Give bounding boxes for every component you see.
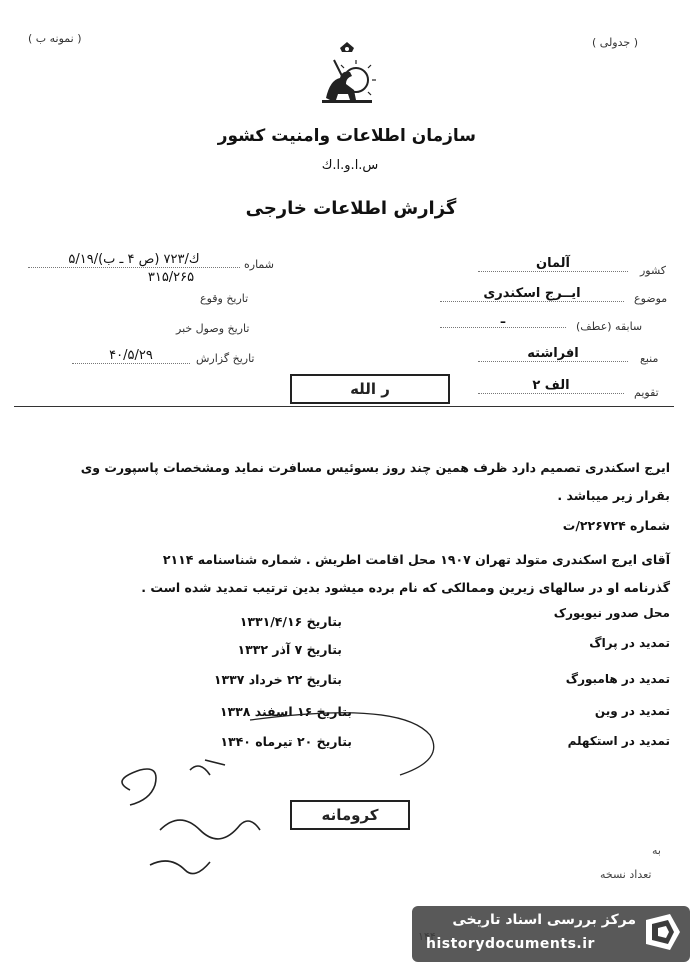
paragraph-1-line-1: ایرج اسکندری تصمیم دارد ظرف همین چند روز بسوئیس مسافرت نماید ومشخصات پاسپورت وی (80, 460, 670, 475)
paragraph-1-line-2: بقرار زیر میباشد . (557, 488, 670, 503)
entry-label: تمدید در وین (594, 704, 670, 718)
entry-label: تمدید در استکهلم (567, 734, 670, 748)
evaluation-value: الف ۲ (478, 378, 624, 394)
evaluation-label: تقویم (634, 386, 659, 399)
entry-date: بتاریخ ۱۳۳۱/۴/۱۶ (239, 614, 342, 629)
receipt-date-label: تاریخ وصول خبر (176, 322, 250, 335)
entry-date: بتاریخ ۱۶ اسفند ۱۳۳۸ (219, 704, 352, 719)
watermark-url: historydocuments.ir (426, 936, 595, 952)
record-label: سابقه (عطف) (576, 320, 643, 333)
copies-label: تعداد نسخه (600, 868, 652, 881)
subject-value: ایــرج اسکندری (440, 286, 624, 302)
to-label: به (652, 844, 661, 857)
number-label: شماره (244, 258, 275, 271)
number-value: ۵/۱۹/ك/۷۲۳ (ص ۴ ـ ب) (28, 252, 240, 268)
organization-reference: س.ا.و.ا.ك (321, 158, 379, 173)
entry-label: تمدید در هامبورگ (565, 672, 670, 686)
subject-label: موضوع (634, 292, 668, 305)
watermark-logo-icon (640, 910, 684, 954)
report-date-label: تاریخ گزارش (196, 352, 255, 365)
paragraph-2-line-1: آقای ایرج اسکندری متولد تهران ۱۹۰۷ محل اقامت اطریش . شماره شناسنامه ۲۱۱۴ (162, 552, 670, 567)
handwritten-annotations-icon (100, 690, 460, 890)
watermark-title: مرکز بررسی اسناد تاریخی (452, 912, 636, 928)
country-value: آلمان (478, 256, 628, 272)
passport-number-line: شماره ۲۲۶۷۲۴/ت (562, 518, 670, 533)
paragraph-2-line-2: گذرنامه او در سالهای زیرین وممالکی که نام برده میشود بدین ترتیب تمدید شده است . (141, 580, 670, 595)
source-label: منبع (640, 352, 659, 365)
source-value: افراشته (478, 346, 628, 362)
entry-date: بتاریخ ۲۲ خرداد ۱۳۳۷ (213, 672, 342, 687)
record-value: ـ (440, 312, 566, 328)
corner-left-label: ( نمونه ب ) (28, 32, 82, 45)
report-date-value: ۴۰/۵/۲۹ (72, 348, 190, 364)
report-title: گزارش اطلاعات خارجی (245, 198, 457, 219)
country-label: کشور (640, 264, 667, 277)
header-divider (14, 406, 674, 407)
number-value-secondary: ۳۱۵/۲۶۵ (147, 270, 195, 285)
occurrence-date-label: تاریخ وقوع (200, 292, 249, 305)
entry-label: محل صدور نیویورک (553, 606, 670, 620)
entry-date: بتاریخ ۲۰ تیرماه ۱۳۴۰ (220, 734, 352, 749)
header-stamp: ر الله (290, 374, 450, 404)
entry-label: تمدید در پراگ (589, 636, 670, 650)
bottom-stamp: کرومانه (290, 800, 410, 830)
entry-date: بتاریخ ۷ آذر ۱۳۳۲ (237, 642, 342, 657)
organization-name: سازمان اطلاعات وامنیت کشور (217, 126, 476, 146)
corner-right-label: ( جدولی ) (592, 36, 638, 49)
lion-and-sun-emblem-icon (312, 40, 382, 110)
